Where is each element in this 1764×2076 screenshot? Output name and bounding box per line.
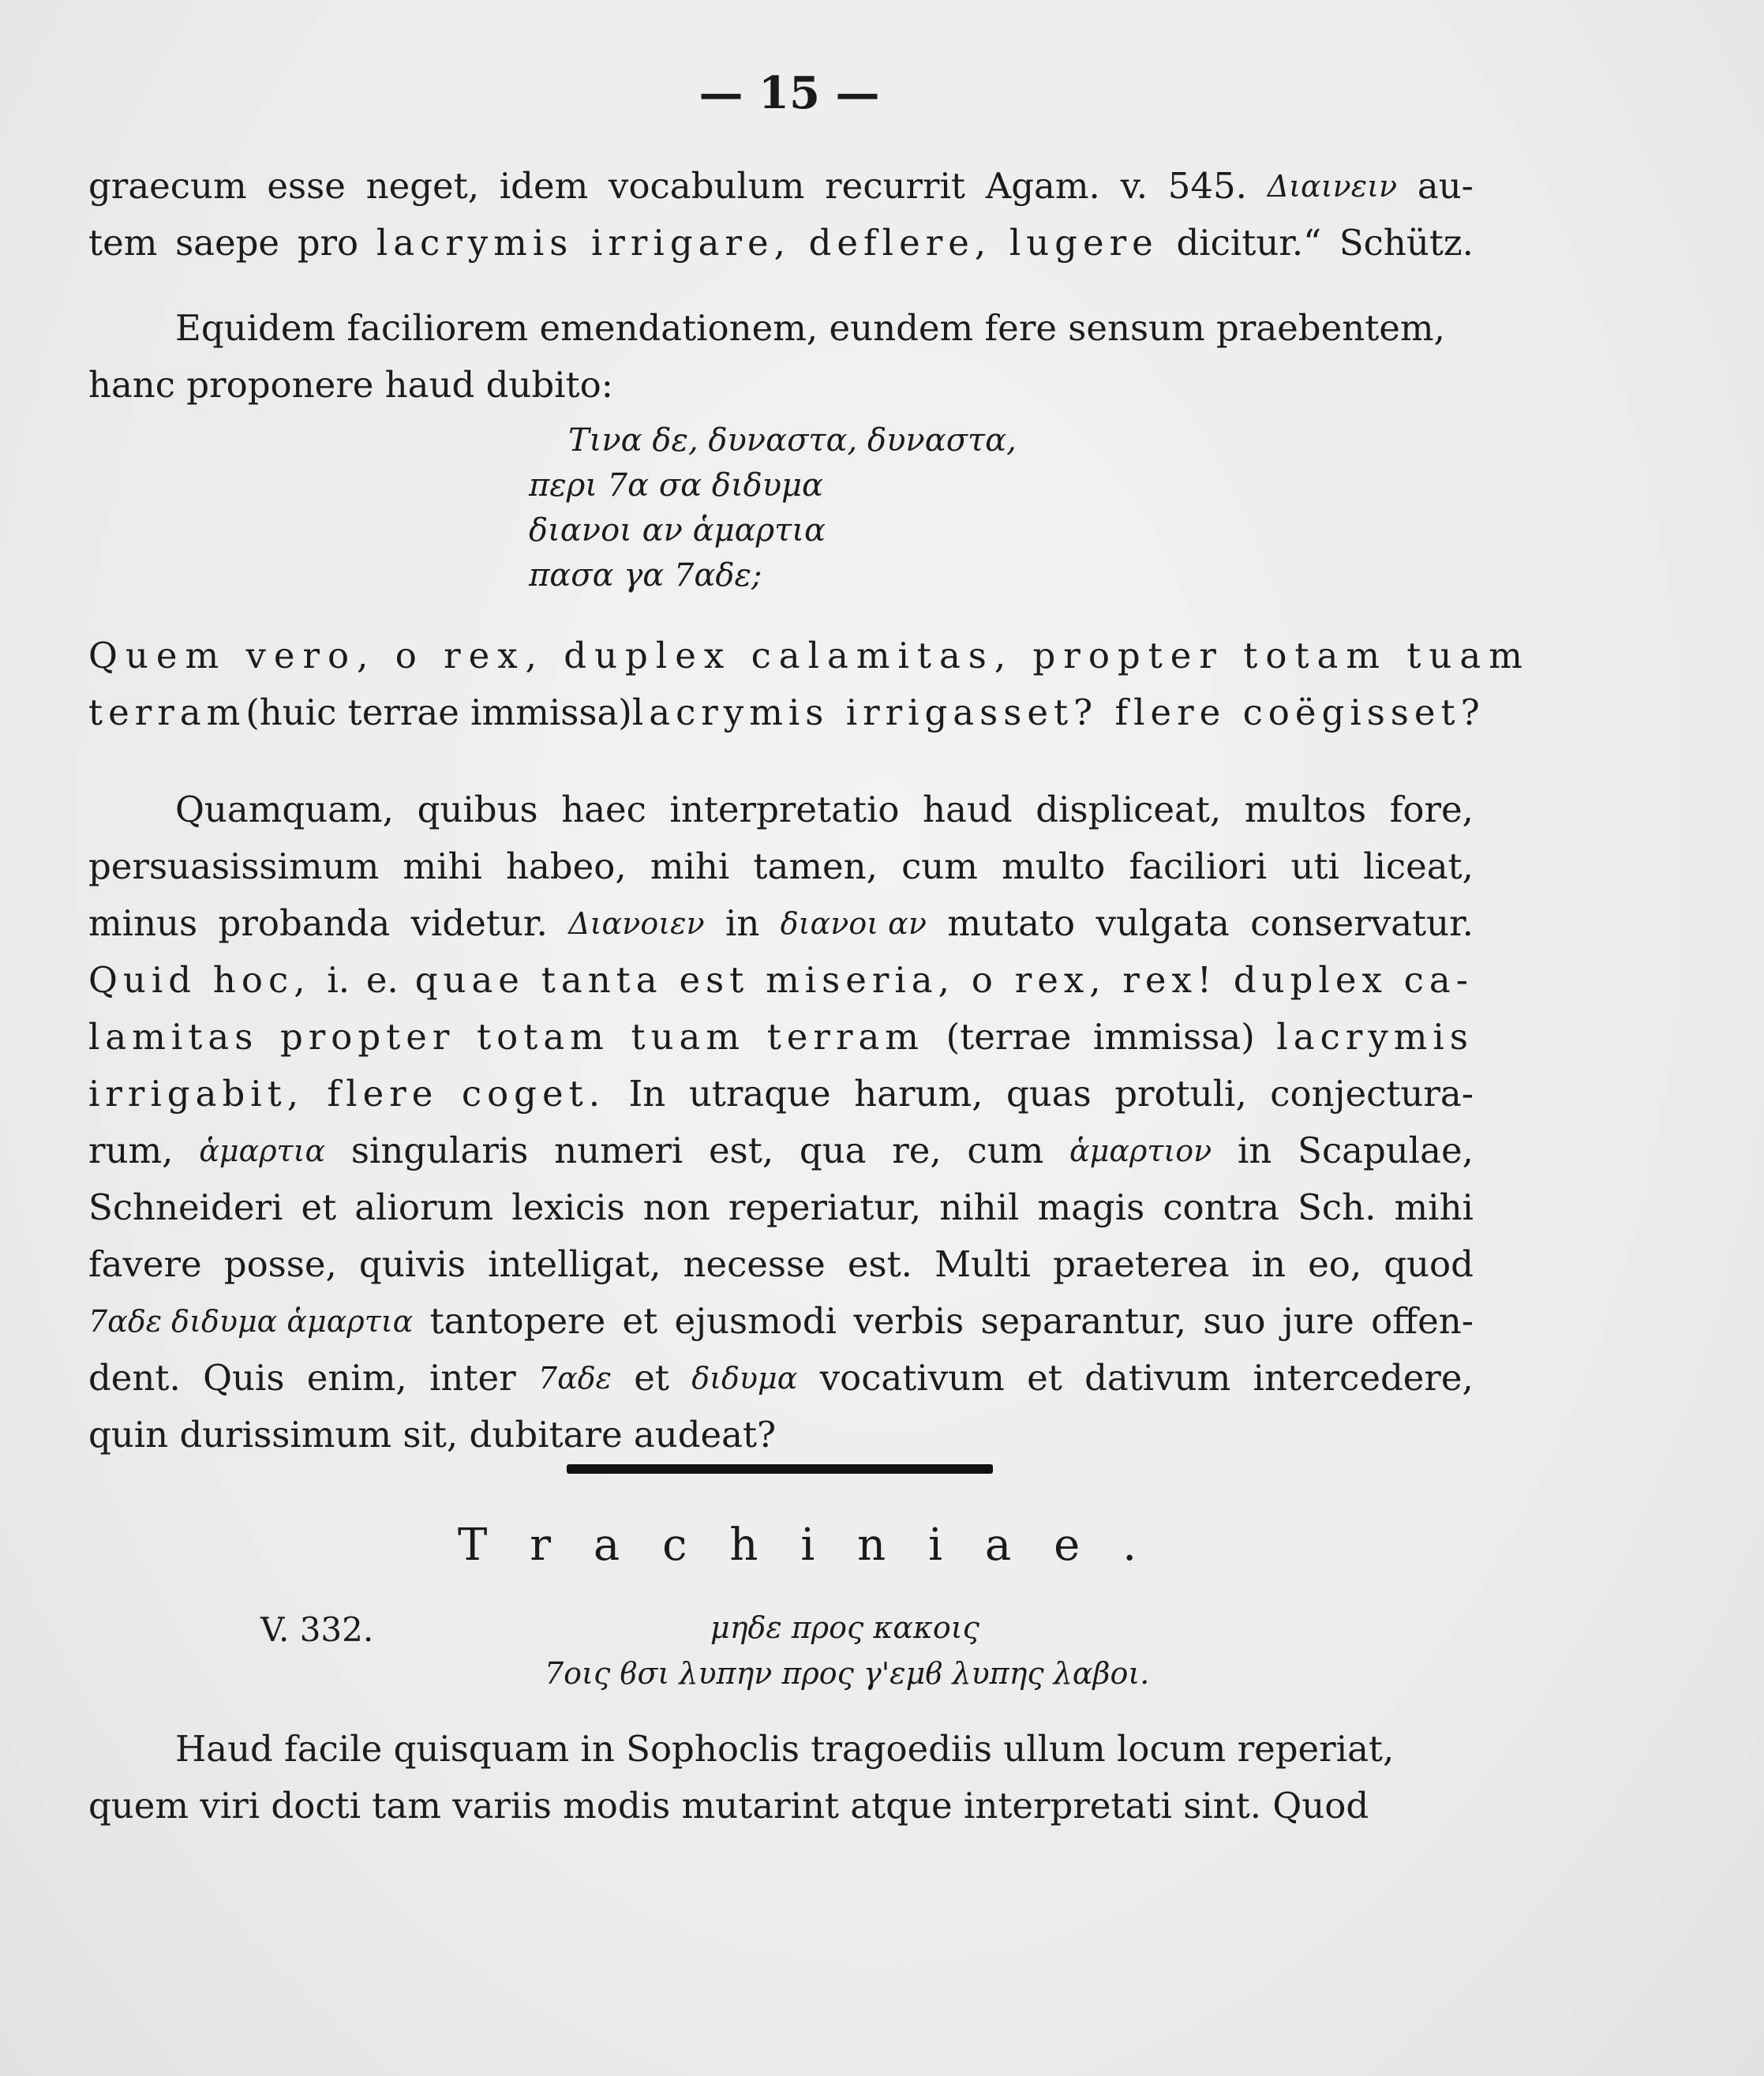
spaced-word: tuam [631,1016,746,1058]
spaced-word: duplex [1233,959,1388,1001]
word: neget, [365,165,480,207]
word: est. [847,1243,912,1285]
word: contra [1163,1186,1280,1228]
word: In [628,1073,666,1115]
paragraph-final [88,1721,1474,1834]
word: cum [967,1130,1044,1171]
word: displiceat, [1036,789,1222,830]
word: et [1027,1357,1062,1399]
word: graecum [88,165,247,207]
word: uti [1290,845,1339,887]
word: quod [1384,1243,1474,1285]
word: favere [88,1243,202,1285]
word: quivis [358,1243,466,1285]
word: Quis [203,1357,285,1399]
word: quas [1006,1073,1092,1115]
word: necesse [683,1243,826,1285]
word: habeo, [506,845,627,887]
text-line [88,838,1474,895]
word: utraque [688,1073,831,1115]
greek-word: διδυμα [691,1361,798,1396]
text-line [88,1066,1474,1122]
word: i. [327,959,350,1001]
word: enim, [306,1357,407,1399]
word: conservatur. [1250,902,1474,944]
word: in [1251,1243,1286,1285]
word: eo, [1308,1243,1362,1285]
word: et [301,1186,337,1228]
word: multos [1244,789,1367,830]
spaced-word: quae [414,959,525,1001]
spaced-word: irrigare, [591,222,791,264]
word: interpretatio [669,789,900,830]
text-line [88,1293,1474,1350]
word: intercedere, [1253,1357,1474,1399]
text-line [88,1236,1474,1293]
title-letter: n [857,1520,886,1571]
text-line-content: Quem vero, o rex, duplex calamitas, propter totam tuam [88,635,1530,676]
spaced-word: lugere [1009,222,1159,264]
word: e. [365,959,399,1001]
title-letter: r [530,1520,552,1571]
word: Scapulae, [1298,1130,1474,1171]
text-line [88,215,1474,272]
word: mihi [650,845,730,887]
word: jure [1282,1300,1354,1342]
word: esse [267,165,346,207]
verse-line: διανοι αν ἁμαρτια [529,512,826,549]
word: recurrit [825,165,965,207]
spaced-word: deflere, [808,222,992,264]
word: conjectura- [1270,1073,1474,1115]
spaced-word: propter [279,1016,455,1058]
verse-line: περι 7α σα διδυμα [529,467,824,504]
text-line [88,300,1474,357]
word: suo [1203,1300,1266,1342]
greek-word: Διανοιεν [568,906,705,941]
word: protuli, [1114,1073,1247,1115]
word: pro [297,222,359,264]
title-letter: a [984,1520,1012,1571]
word: Quamquam, [175,789,394,830]
word: et [622,1300,658,1342]
word: liceat, [1363,845,1474,887]
word: au- [1417,165,1474,207]
greek-word: Διαινειν [1267,169,1398,204]
word: haec [561,789,646,830]
word: 545. [1167,165,1247,207]
word: quibus [417,789,538,830]
spaced-word: ca- [1403,959,1474,1001]
spaced-word: Quid [88,959,197,1001]
word: et [634,1357,669,1399]
greek-word: διανοι αν [780,906,927,941]
word: (terrae [946,1016,1072,1058]
word: posse, [223,1243,337,1285]
word: Schütz. [1339,222,1474,264]
word: mutato [947,902,1076,944]
title-letter: T [458,1520,488,1571]
paragraph-emendation [88,300,1474,414]
text-line [88,895,1474,952]
spaced-word: rex! [1122,959,1217,1001]
word: singularis [350,1130,529,1171]
text-line [88,1778,1474,1834]
word: haud [923,789,1013,830]
spaced-word: lacrymis [1276,1016,1474,1058]
text-line-content: hanc proponere haud dubito: [88,364,613,406]
word: nihil [939,1186,1020,1228]
text-line-content: lacrymis irrigasset? flere coëgisset? [631,691,1485,733]
word: est, [709,1130,774,1171]
word: dativum [1084,1357,1231,1399]
spaced-word: coget. [461,1073,606,1115]
text-line [88,684,1485,741]
spaced-word: terram [766,1016,924,1058]
spaced-word: est [679,959,750,1001]
spaced-word: miseria, [766,959,955,1001]
word: harum, [854,1073,983,1115]
word: qua [799,1130,867,1171]
word: fore, [1389,789,1474,830]
word: minus [88,902,198,944]
word: Sch. [1298,1186,1376,1228]
word: tamen, [753,845,878,887]
text-line [88,1009,1474,1066]
word: probanda [218,902,391,944]
word: v. [1120,165,1148,207]
text-line [88,781,1474,838]
text-line-content: terram [88,691,246,733]
word: immissa) [1093,1016,1255,1058]
trachiniae-verse-line: μηδε προς κακοις [710,1610,979,1645]
word: lexicis [511,1186,625,1228]
title-letter: . [1122,1520,1137,1571]
word: Agam. [985,165,1100,207]
word: inter [429,1357,516,1399]
word: vocabulum [609,165,805,207]
text-line [88,1122,1474,1179]
title-letter: c [662,1520,687,1571]
greek-word: ἁμαρτια [199,1134,326,1168]
spaced-word: flere [327,1073,439,1115]
word: mihi [1394,1186,1474,1228]
text-line-content: Equidem faciliorem emendationem, eundem fere sensum praebentem, [175,307,1445,349]
title-letter: i [800,1520,815,1571]
verse-line: πασα γα 7αδε; [529,557,762,594]
word: cum [901,845,978,887]
text-line-content: Haud facile quisquam in Sophoclis tragoediis ullum locum reperiat, [175,1728,1395,1770]
spaced-word: totam [477,1016,609,1058]
word: separantur, [980,1300,1187,1342]
section-title [458,1520,1137,1571]
text-line [88,158,1474,215]
spaced-word: rex, [1014,959,1107,1001]
word: vocativum [819,1357,1005,1399]
word: idem [499,165,589,207]
text-line [88,952,1474,1009]
title-letter: i [928,1520,943,1571]
word: numeri [554,1130,684,1171]
word: intelligat, [488,1243,661,1285]
word: aliorum [354,1186,494,1228]
text-line [88,628,1530,684]
word: multo [1002,845,1106,887]
greek-verse-block [529,418,1017,598]
greek-word: 7αδε [537,1361,612,1396]
word: ejusmodi [674,1300,837,1342]
paragraph-translation [88,628,1530,741]
word: Multi [934,1243,1031,1285]
title-letter: a [593,1520,620,1571]
word: rum, [88,1130,174,1171]
verse-reference: V. 332. [260,1610,374,1649]
top-paragraph [88,158,1474,272]
spaced-word: hoc, [212,959,311,1001]
section-divider [567,1464,993,1474]
title-letter: h [729,1520,758,1571]
word: in [725,902,760,944]
text-line [88,1350,1474,1407]
word: vulgata [1095,902,1230,944]
word: reperiatur, [728,1186,922,1228]
word: Schneideri [88,1186,283,1228]
spaced-word: lamitas [88,1016,259,1058]
word: offen- [1371,1300,1474,1342]
spaced-word: o [971,959,998,1001]
spaced-word: tanta [541,959,663,1001]
greek-word: 7αδε διδυμα ἁμαρτια [88,1304,414,1339]
word: in [1238,1130,1272,1171]
word: magis [1037,1186,1145,1228]
word: verbis [853,1300,964,1342]
word: faciliori [1129,845,1268,887]
word: non [642,1186,710,1228]
text-line-content: quem viri docti tam variis modis mutarint atque interpretati sint. Quod [88,1785,1369,1827]
word: praeterea [1053,1243,1230,1285]
text-line-content: (huic terrae immissa) [245,691,632,733]
word: saepe [175,222,280,264]
word: dent. [88,1357,181,1399]
verse-line: Τινα δε, δυναστα, δυναστα, [568,422,1017,459]
word: tantopere [429,1300,606,1342]
text-line: quin durissimum sit, dubitare audeat? [88,1414,777,1456]
text-line [88,357,1474,414]
word: persuasissimum [88,845,380,887]
spaced-word: lacrymis [376,222,574,264]
word: tem [88,222,158,264]
word: videtur. [410,902,548,944]
text-line [88,1179,1474,1236]
greek-word: ἁμαρτιον [1069,1134,1212,1168]
trachiniae-verse-line: 7οις ϐσι λυπην προς γ'εμϐ λυπης λαβοι. [545,1656,1150,1691]
spaced-word: irrigabit, [88,1073,305,1115]
word: dicitur.“ [1176,222,1322,264]
word: re, [892,1130,942,1171]
title-letter: e [1054,1520,1080,1571]
word: mihi [403,845,482,887]
paragraph-interpretation [88,781,1474,1463]
text-line [88,1721,1474,1778]
page-number: — 15 — [698,67,880,119]
